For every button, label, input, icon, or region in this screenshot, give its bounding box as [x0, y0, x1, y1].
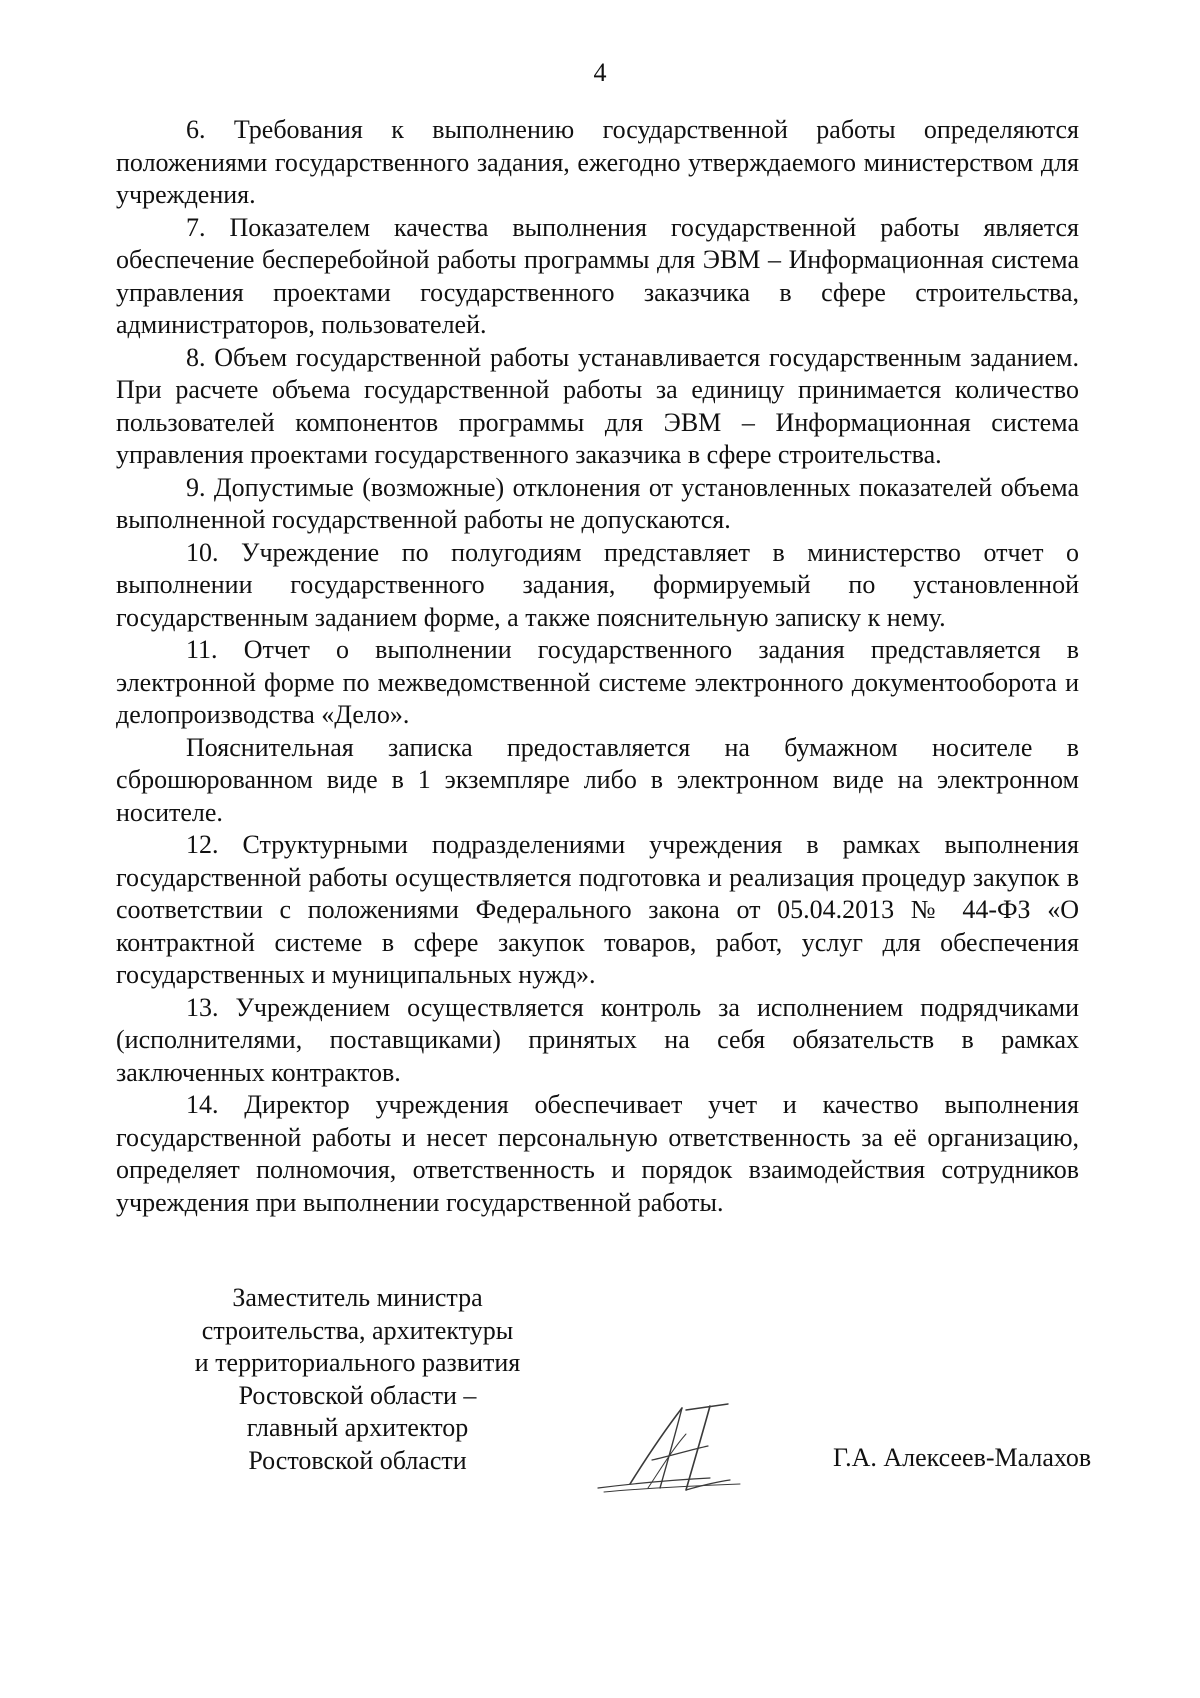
paragraph-10: 10. Учреждение по полугодиям представляет в министерство отчет о выполнении государственного задания, формируемый по установленной государственным заданием форме, а также пояснительную записку к нему.	[116, 537, 1079, 632]
signatory-position	[160, 1282, 555, 1477]
paragraph-13: 13. Учреждением осуществляется контроль за исполнением подрядчиками (исполнителями, поставщиками) принятых на себя обязательств в рамках заключенных контрактов.	[116, 992, 1079, 1087]
paragraph-12: 12. Структурными подразделениями учреждения в рамках выполнения государственной работы осуществляется подготовка и реализация процедур закупок в соответствии с положениями Федерального закона от 05.04.2013 № 44-ФЗ «О контрактной системе в сфере закупок товаров, работ, услуг для обеспечения государственных и муниципальных нужд».	[116, 830, 1079, 989]
page-number: 4	[593, 58, 607, 87]
position-line: и территориального развития	[194, 1348, 521, 1377]
paragraph-11: 11. Отчет о выполнении государственного задания представляется в электронной форме по межведомственной системе электронного документооборота и делопроизводства «Дело».	[116, 635, 1079, 729]
paragraph-7: 7. Показателем качества выполнения государственной работы является обеспечение бесперебойной работы программы для ЭВМ – Информационная система управления проектами государственного заказчика в сфере строительства, администраторов, пользователей.	[116, 212, 1079, 339]
position-line: строительства, архитектуры	[201, 1315, 514, 1345]
signer-name: Г.А. Алексеев-Малахов	[833, 1443, 1092, 1472]
paragraph-11-note: Пояснительная записка предоставляется на бумажном носителе в сброшюрованном виде в 1 экземпляре либо в электронном виде на электронном носителе.	[116, 732, 1079, 827]
document-body	[116, 114, 1079, 1219]
paragraph-8: 8. Объем государственной работы устанавливается государственным заданием. При расчете объема государственной работы за единицу принимается количество пользователей компонентов программы для ЭВМ – Информационная система управления проектами государственного заказчика в сфере строительства.	[116, 342, 1079, 469]
paragraph-14: 14. Директор учреждения обеспечивает учет и качество выполнения государственной работы и несет персональную ответственность за её организацию, определяет полномочия, ответственность и порядок взаимодействия сотрудников учреждения при выполнении государственной работы.	[116, 1090, 1079, 1217]
paragraph-9: 9. Допустимые (возможные) отклонения от установленных показателей объема выполненной государственной работы не допускаются.	[116, 472, 1079, 534]
position-line: Ростовской области –	[238, 1380, 477, 1410]
position-line: главный архитектор	[246, 1413, 469, 1442]
paragraph-6: 6. Требования к выполнению государственной работы определяются положениями государственного задания, ежегодно утверждаемого министерством для учреждения.	[116, 115, 1079, 209]
position-line: Заместитель министра	[232, 1283, 483, 1312]
handwritten-signature	[590, 1400, 780, 1510]
position-line: Ростовской области	[248, 1445, 467, 1475]
